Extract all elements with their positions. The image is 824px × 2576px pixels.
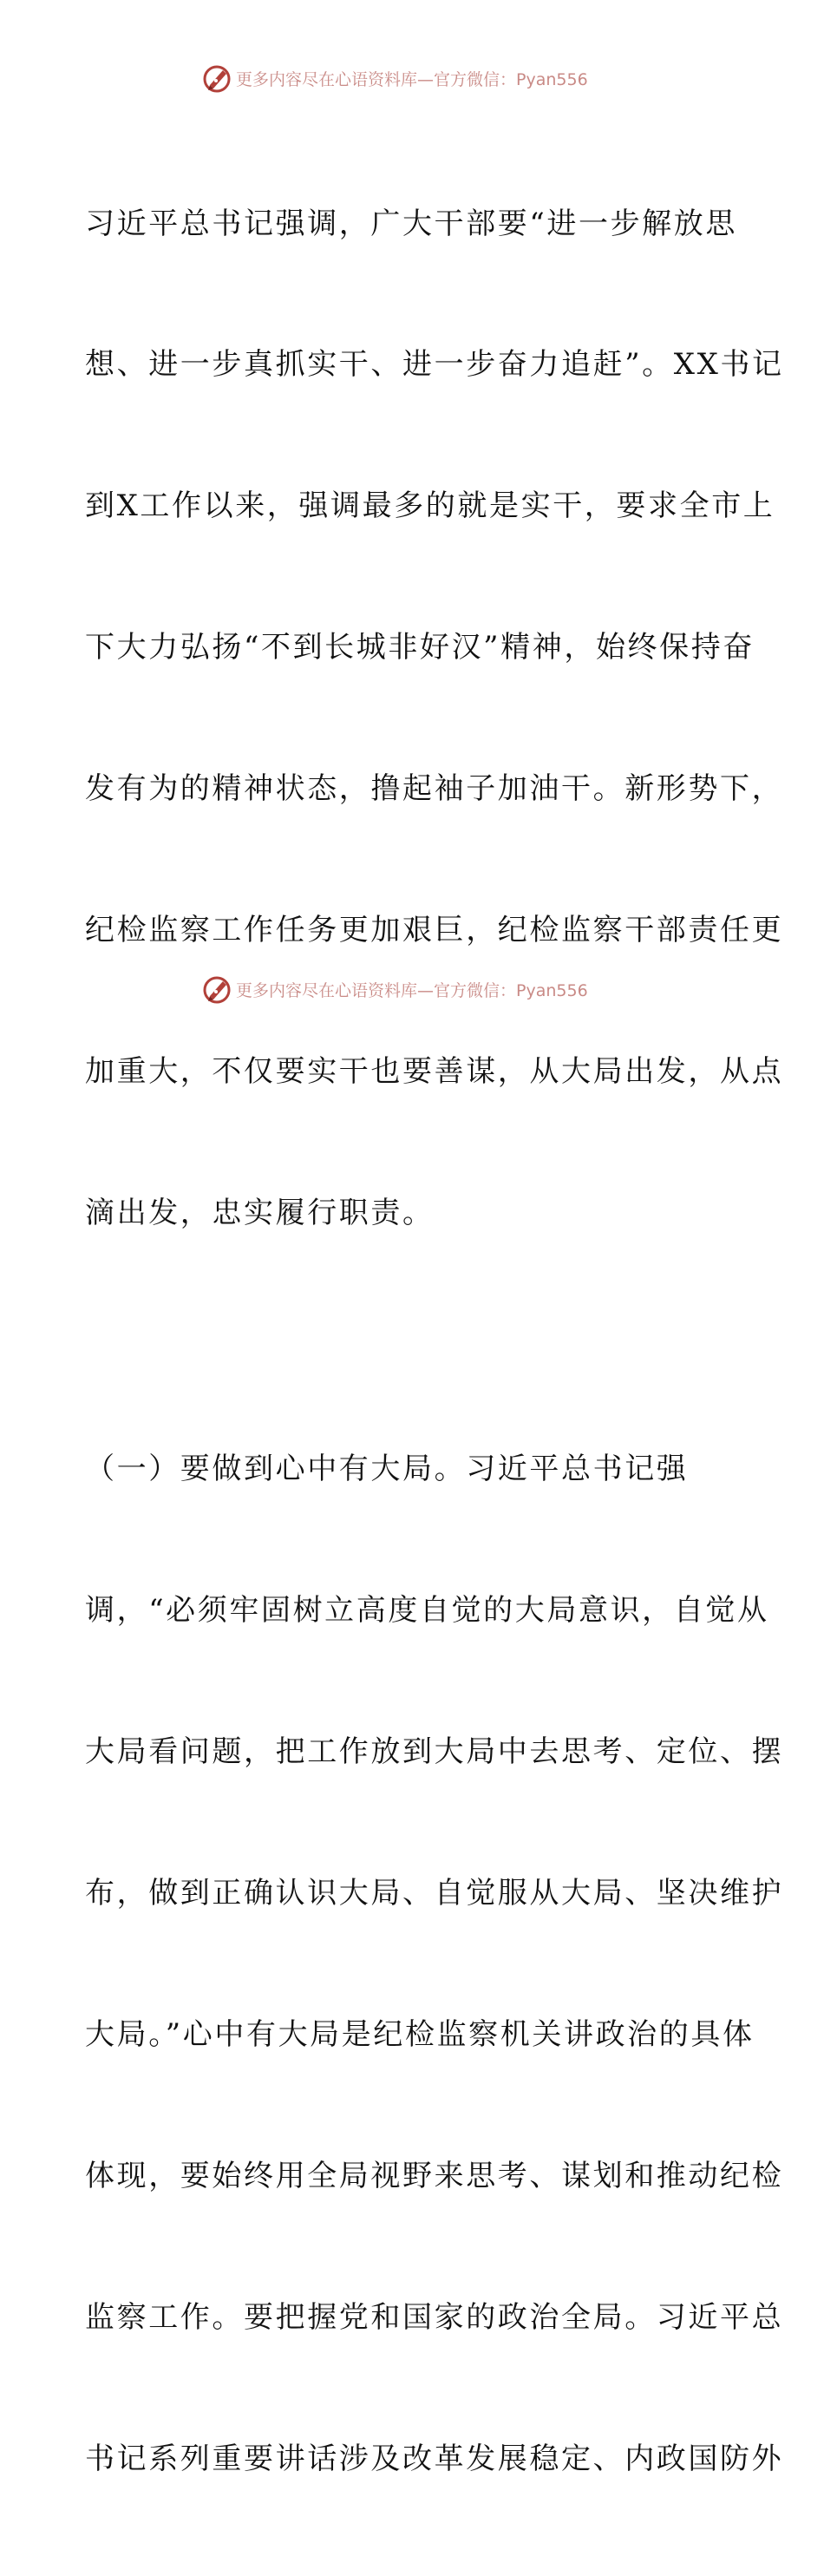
watermark-text: 更多内容尽在心语资料库—官方微信：Pyan556 xyxy=(236,69,588,89)
text-line: 大局。”心中有大局是纪检监察机关讲政治的具体 xyxy=(85,2016,755,2052)
text-line: 布，做到正确认识大局、自觉服从大局、坚决维护 xyxy=(85,1875,784,1911)
footer-watermark xyxy=(201,972,652,1006)
text-line: 纪检监察工作任务更加艰巨，纪检监察干部责任更 xyxy=(85,913,784,948)
text-line: 习近平总书记强调，广大干部要“进一步解放思 xyxy=(85,206,737,241)
text-line: 体现，要始终用全局视野来思考、谋划和推动纪检 xyxy=(85,2158,784,2193)
text-line: （一）要做到心中有大局。习近平总书记强 xyxy=(85,1452,689,1487)
text-line: 加重大，不仅要实干也要善谋，从大局出发，从点 xyxy=(85,1053,784,1089)
text-line: 滴出发，忠实履行职责。 xyxy=(85,1195,435,1230)
text-line: 调，“必须牢固树立高度自觉的大局意识，自觉从 xyxy=(85,1593,769,1629)
paragraph-1 xyxy=(85,106,784,1331)
text-line: 监察工作。要把握党和国家的政治全局。习近平总 xyxy=(85,2299,784,2335)
pen-logo-icon xyxy=(201,973,232,1005)
watermark-text: 更多内容尽在心语资料库—官方微信：Pyan556 xyxy=(236,980,588,1000)
text-line: 下大力弘扬“不到长城非好汉”精神，始终保持奋 xyxy=(85,630,755,665)
pen-logo-icon xyxy=(201,62,232,94)
header-watermark xyxy=(201,61,652,95)
text-line: 到X工作以来，强调最多的就是实干，要求全市上 xyxy=(85,488,775,524)
text-line: 想、进一步真抓实干、进一步奋力追赶”。XX书记 xyxy=(85,347,784,383)
text-line: 发有为的精神状态，撸起袖子加油干。新形势下， xyxy=(85,771,784,807)
paragraph-2 xyxy=(85,1352,784,2576)
document-body xyxy=(85,106,784,2576)
text-line: 大局看问题，把工作放到大局中去思考、定位、摆 xyxy=(85,1734,784,1770)
text-line: 书记系列重要讲话涉及改革发展稳定、内政国防外 xyxy=(85,2441,784,2476)
